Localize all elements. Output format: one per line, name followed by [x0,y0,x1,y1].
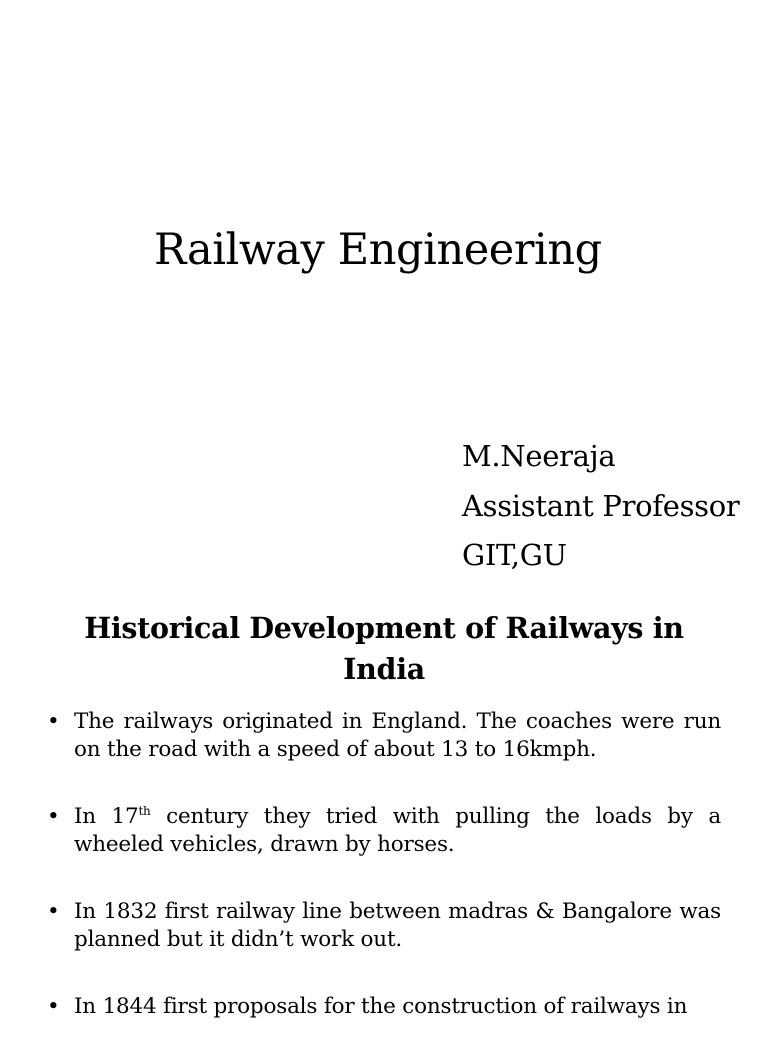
bullet-text-prefix: In 17 [74,804,139,829]
bullet-text: The railways originated in England. The coaches were run on the road with a speed of about 13 to 16kmph. [74,709,721,762]
slide-title: Railway Engineering [154,225,602,275]
bullet-superscript: th [138,803,151,818]
bullet-icon: • [47,994,60,1019]
bullet-icon: • [47,804,60,829]
slide-heading: Historical Development of Railways in India [84,611,684,686]
bullet-text: In 1844 first proposals for the construction of railways in [74,994,688,1019]
bullet-item [47,898,721,953]
author-institution: GIT,GU [462,538,567,572]
bullet-item [47,803,721,858]
bullet-icon: • [47,899,60,924]
author-designation: Assistant Professor [462,488,740,523]
content-slide [0,600,768,1024]
bullet-item [47,993,721,1021]
bullet-icon: • [47,709,60,734]
bullet-list [0,708,768,1061]
bullet-text: In 1832 first railway line between madras & Bangalore was planned but it didn’t work out. [74,899,721,952]
author-name: M.Neeraja [462,439,616,473]
bullet-text-suffix: century they tried with pulling the loads by a wheeled vehicles, drawn by horses. [74,804,721,857]
author-block [462,432,739,581]
bullet-item [47,708,721,763]
